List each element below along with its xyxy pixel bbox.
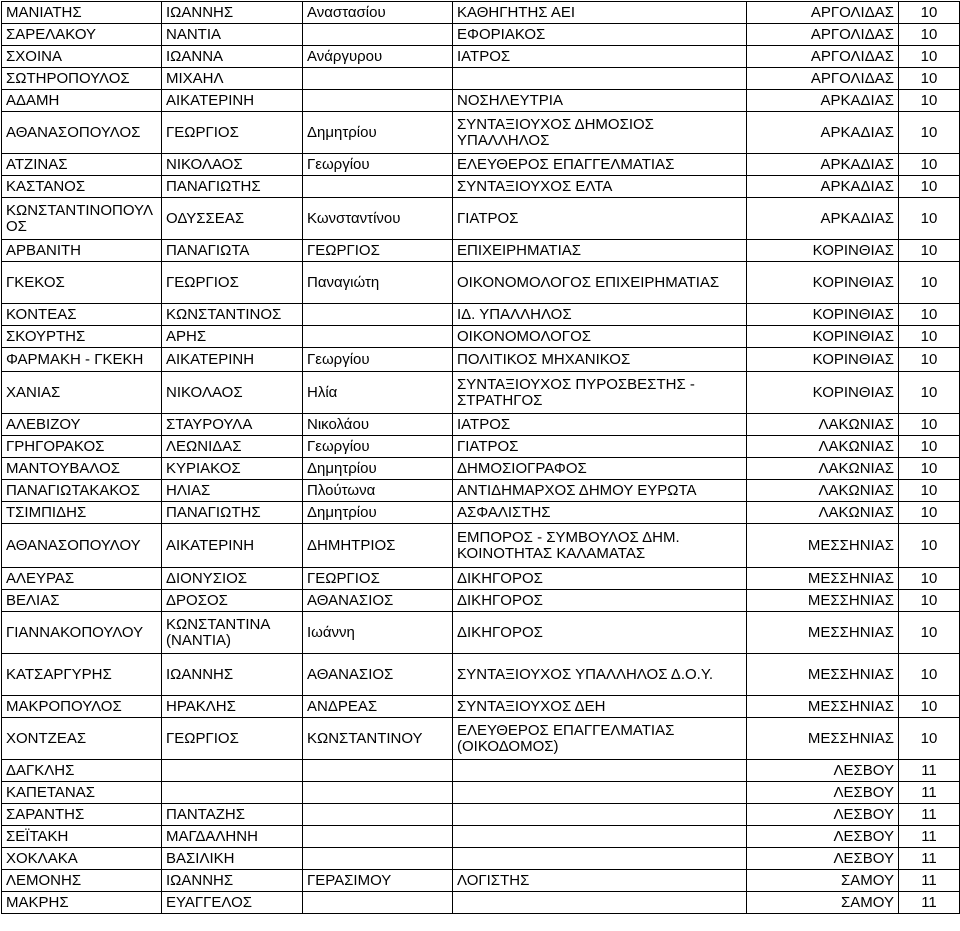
code-cell: 10 bbox=[899, 198, 960, 240]
profession-cell bbox=[453, 892, 747, 914]
surname-cell: ΛΕΜΟΝΗΣ bbox=[2, 870, 162, 892]
profession-cell: ΕΜΠΟΡΟΣ - ΣΥΜΒΟΥΛΟΣ ΔΗΜ. ΚΟΙΝΟΤΗΤΑΣ ΚΑΛΑΜΑΤΑΣ bbox=[453, 524, 747, 568]
surname-cell: ΣΑΡΑΝΤΗΣ bbox=[2, 804, 162, 826]
surname-cell: ΜΑΝΤΟΥΒΑΛΟΣ bbox=[2, 458, 162, 480]
profession-cell: ΑΝΤΙΔΗΜΑΡΧΟΣ ΔΗΜΟΥ ΕΥΡΩΤΑ bbox=[453, 480, 747, 502]
table-row bbox=[2, 524, 960, 568]
profession-cell: ΕΦΟΡΙΑΚΟΣ bbox=[453, 24, 747, 46]
table-row bbox=[2, 782, 960, 804]
code-cell: 10 bbox=[899, 24, 960, 46]
profession-cell: ΕΛΕΥΘΕΡΟΣ ΕΠΑΓΓΕΛΜΑΤΙΑΣ bbox=[453, 154, 747, 176]
code-cell: 10 bbox=[899, 2, 960, 24]
profession-cell: ΣΥΝΤΑΞΙΟΥΧΟΣ ΔΕΗ bbox=[453, 696, 747, 718]
code-cell: 10 bbox=[899, 46, 960, 68]
table-row bbox=[2, 870, 960, 892]
region-cell: ΜΕΣΣΗΝΙΑΣ bbox=[747, 590, 899, 612]
surname-cell: ΤΣΙΜΠΙΔΗΣ bbox=[2, 502, 162, 524]
profession-cell: ΔΙΚΗΓΟΡΟΣ bbox=[453, 590, 747, 612]
surname-cell: ΣΕΪΤΑΚΗ bbox=[2, 826, 162, 848]
region-cell: ΑΡΚΑΔΙΑΣ bbox=[747, 90, 899, 112]
surname-cell: ΑΡΒΑΝΙΤΗ bbox=[2, 240, 162, 262]
first-name-cell: ΝΑΝΤΙΑ bbox=[162, 24, 303, 46]
fathers-name-cell: ΔΗΜΗΤΡΙΟΣ bbox=[303, 524, 453, 568]
code-cell: 10 bbox=[899, 112, 960, 154]
table-row bbox=[2, 892, 960, 914]
code-cell: 10 bbox=[899, 304, 960, 326]
profession-cell: ΕΠΙΧΕΙΡΗΜΑΤΙΑΣ bbox=[453, 240, 747, 262]
fathers-name-cell bbox=[303, 304, 453, 326]
first-name-cell: ΗΡΑΚΛΗΣ bbox=[162, 696, 303, 718]
profession-cell: ΣΥΝΤΑΞΙΟΥΧΟΣ ΥΠΑΛΛΗΛΟΣ Δ.Ο.Υ. bbox=[453, 654, 747, 696]
surname-cell: ΧΑΝΙΑΣ bbox=[2, 372, 162, 414]
fathers-name-cell bbox=[303, 24, 453, 46]
region-cell: ΛΕΣΒΟΥ bbox=[747, 782, 899, 804]
region-cell: ΜΕΣΣΗΝΙΑΣ bbox=[747, 696, 899, 718]
fathers-name-cell bbox=[303, 892, 453, 914]
code-cell: 10 bbox=[899, 68, 960, 90]
table-row bbox=[2, 326, 960, 348]
first-name-cell: ΚΩΝΣΤΑΝΤΙΝΑ (ΝΑΝΤΙΑ) bbox=[162, 612, 303, 654]
first-name-cell: ΔΙΟΝΥΣΙΟΣ bbox=[162, 568, 303, 590]
code-cell: 10 bbox=[899, 372, 960, 414]
surname-cell: ΧΟΝΤΖΕΑΣ bbox=[2, 718, 162, 760]
code-cell: 10 bbox=[899, 348, 960, 372]
table-body bbox=[2, 2, 960, 914]
surname-cell: ΜΑΚΡΗΣ bbox=[2, 892, 162, 914]
profession-cell: ΙΔ. ΥΠΑΛΛΗΛΟΣ bbox=[453, 304, 747, 326]
fathers-name-cell: Ιωάννη bbox=[303, 612, 453, 654]
profession-cell: ΓΙΑΤΡΟΣ bbox=[453, 436, 747, 458]
table-row bbox=[2, 760, 960, 782]
table-row bbox=[2, 612, 960, 654]
region-cell: ΛΕΣΒΟΥ bbox=[747, 848, 899, 870]
region-cell: ΑΡΚΑΔΙΑΣ bbox=[747, 154, 899, 176]
fathers-name-cell: ΑΘΑΝΑΣΙΟΣ bbox=[303, 654, 453, 696]
code-cell: 11 bbox=[899, 782, 960, 804]
first-name-cell: ΙΩΑΝΝΗΣ bbox=[162, 2, 303, 24]
table-row bbox=[2, 154, 960, 176]
fathers-name-cell bbox=[303, 782, 453, 804]
region-cell: ΛΕΣΒΟΥ bbox=[747, 826, 899, 848]
first-name-cell: ΟΔΥΣΣΕΑΣ bbox=[162, 198, 303, 240]
region-cell: ΚΟΡΙΝΘΙΑΣ bbox=[747, 348, 899, 372]
fathers-name-cell bbox=[303, 804, 453, 826]
code-cell: 10 bbox=[899, 654, 960, 696]
fathers-name-cell: ΑΘΑΝΑΣΙΟΣ bbox=[303, 590, 453, 612]
table-row bbox=[2, 198, 960, 240]
fathers-name-cell: Δημητρίου bbox=[303, 502, 453, 524]
table-row bbox=[2, 696, 960, 718]
region-cell: ΑΡΚΑΔΙΑΣ bbox=[747, 112, 899, 154]
first-name-cell bbox=[162, 760, 303, 782]
surname-cell: ΔΑΓΚΛΗΣ bbox=[2, 760, 162, 782]
code-cell: 10 bbox=[899, 240, 960, 262]
surname-cell: ΒΕΛΙΑΣ bbox=[2, 590, 162, 612]
first-name-cell: ΙΩΑΝΝΑ bbox=[162, 46, 303, 68]
profession-cell bbox=[453, 826, 747, 848]
code-cell: 11 bbox=[899, 760, 960, 782]
first-name-cell: ΓΕΩΡΓΙΟΣ bbox=[162, 718, 303, 760]
code-cell: 10 bbox=[899, 590, 960, 612]
candidates-table bbox=[1, 1, 960, 914]
surname-cell: ΜΑΝΙΑΤΗΣ bbox=[2, 2, 162, 24]
surname-cell: ΑΔΑΜΗ bbox=[2, 90, 162, 112]
table-row bbox=[2, 590, 960, 612]
code-cell: 11 bbox=[899, 870, 960, 892]
profession-cell: ΚΑΘΗΓΗΤΗΣ ΑΕΙ bbox=[453, 2, 747, 24]
code-cell: 10 bbox=[899, 326, 960, 348]
region-cell: ΜΕΣΣΗΝΙΑΣ bbox=[747, 568, 899, 590]
profession-cell: ΔΙΚΗΓΟΡΟΣ bbox=[453, 568, 747, 590]
first-name-cell: ΒΑΣΙΛΙΚΗ bbox=[162, 848, 303, 870]
region-cell: ΛΑΚΩΝΙΑΣ bbox=[747, 414, 899, 436]
fathers-name-cell bbox=[303, 176, 453, 198]
region-cell: ΣΑΜΟΥ bbox=[747, 870, 899, 892]
table-row bbox=[2, 502, 960, 524]
first-name-cell bbox=[162, 782, 303, 804]
code-cell: 10 bbox=[899, 612, 960, 654]
code-cell: 10 bbox=[899, 502, 960, 524]
first-name-cell: ΙΩΑΝΝΗΣ bbox=[162, 654, 303, 696]
region-cell: ΑΡΓΟΛΙΔΑΣ bbox=[747, 24, 899, 46]
first-name-cell: ΙΩΑΝΝΗΣ bbox=[162, 870, 303, 892]
code-cell: 10 bbox=[899, 480, 960, 502]
code-cell: 10 bbox=[899, 718, 960, 760]
fathers-name-cell: Κωνσταντίνου bbox=[303, 198, 453, 240]
first-name-cell: ΠΑΝΤΑΖΗΣ bbox=[162, 804, 303, 826]
table-row bbox=[2, 826, 960, 848]
code-cell: 11 bbox=[899, 804, 960, 826]
surname-cell: ΑΤΖΙΝΑΣ bbox=[2, 154, 162, 176]
code-cell: 11 bbox=[899, 826, 960, 848]
surname-cell: ΣΩΤΗΡΟΠΟΥΛΟΣ bbox=[2, 68, 162, 90]
first-name-cell: ΑΙΚΑΤΕΡΙΝΗ bbox=[162, 348, 303, 372]
fathers-name-cell bbox=[303, 826, 453, 848]
fathers-name-cell: Δημητρίου bbox=[303, 458, 453, 480]
region-cell: ΑΡΚΑΔΙΑΣ bbox=[747, 198, 899, 240]
region-cell: ΣΑΜΟΥ bbox=[747, 892, 899, 914]
surname-cell: ΚΩΝΣΤΑΝΤΙΝΟΠΟΥΛΟΣ bbox=[2, 198, 162, 240]
surname-cell: ΑΘΑΝΑΣΟΠΟΥΛΟΥ bbox=[2, 524, 162, 568]
table-row bbox=[2, 90, 960, 112]
surname-cell: ΜΑΚΡΟΠΟΥΛΟΣ bbox=[2, 696, 162, 718]
profession-cell: ΕΛΕΥΘΕΡΟΣ ΕΠΑΓΓΕΛΜΑΤΙΑΣ (ΟΙΚΟΔΟΜΟΣ) bbox=[453, 718, 747, 760]
first-name-cell: ΓΕΩΡΓΙΟΣ bbox=[162, 262, 303, 304]
surname-cell: ΦΑΡΜΑΚΗ - ΓΚΕΚΗ bbox=[2, 348, 162, 372]
fathers-name-cell: Ανάργυρου bbox=[303, 46, 453, 68]
table-row bbox=[2, 2, 960, 24]
table-row bbox=[2, 414, 960, 436]
profession-cell: ΛΟΓΙΣΤΗΣ bbox=[453, 870, 747, 892]
profession-cell: ΟΙΚΟΝΟΜΟΛΟΓΟΣ bbox=[453, 326, 747, 348]
code-cell: 10 bbox=[899, 696, 960, 718]
code-cell: 10 bbox=[899, 90, 960, 112]
region-cell: ΛΕΣΒΟΥ bbox=[747, 804, 899, 826]
profession-cell bbox=[453, 804, 747, 826]
table-row bbox=[2, 372, 960, 414]
table-row bbox=[2, 24, 960, 46]
surname-cell: ΚΟΝΤΕΑΣ bbox=[2, 304, 162, 326]
surname-cell: ΑΘΑΝΑΣΟΠΟΥΛΟΣ bbox=[2, 112, 162, 154]
table-row bbox=[2, 304, 960, 326]
region-cell: ΚΟΡΙΝΘΙΑΣ bbox=[747, 240, 899, 262]
table-row bbox=[2, 436, 960, 458]
fathers-name-cell: ΓΕΩΡΓΙΟΣ bbox=[303, 568, 453, 590]
table-row bbox=[2, 46, 960, 68]
table-row bbox=[2, 240, 960, 262]
fathers-name-cell: Νικολάου bbox=[303, 414, 453, 436]
table-row bbox=[2, 458, 960, 480]
table-row bbox=[2, 480, 960, 502]
profession-cell: ΠΟΛΙΤΙΚΟΣ ΜΗΧΑΝΙΚΟΣ bbox=[453, 348, 747, 372]
surname-cell: ΠΑΝΑΓΙΩΤΑΚΑΚΟΣ bbox=[2, 480, 162, 502]
first-name-cell: ΑΡΗΣ bbox=[162, 326, 303, 348]
first-name-cell: ΛΕΩΝΙΔΑΣ bbox=[162, 436, 303, 458]
fathers-name-cell: Γεωργίου bbox=[303, 436, 453, 458]
profession-cell bbox=[453, 68, 747, 90]
region-cell: ΚΟΡΙΝΘΙΑΣ bbox=[747, 304, 899, 326]
profession-cell: ΣΥΝΤΑΞΙΟΥΧΟΣ ΠΥΡΟΣΒΕΣΤΗΣ - ΣΤΡΑΤΗΓΟΣ bbox=[453, 372, 747, 414]
profession-cell bbox=[453, 782, 747, 804]
code-cell: 10 bbox=[899, 414, 960, 436]
surname-cell: ΣΚΟΥΡΤΗΣ bbox=[2, 326, 162, 348]
surname-cell: ΓΚΕΚΟΣ bbox=[2, 262, 162, 304]
surname-cell: ΚΑΣΤΑΝΟΣ bbox=[2, 176, 162, 198]
profession-cell: ΣΥΝΤΑΞΙΟΥΧΟΣ ΔΗΜΟΣΙΟΣ ΥΠΑΛΛΗΛΟΣ bbox=[453, 112, 747, 154]
first-name-cell: ΚΩΝΣΤΑΝΤΙΝΟΣ bbox=[162, 304, 303, 326]
region-cell: ΚΟΡΙΝΘΙΑΣ bbox=[747, 262, 899, 304]
surname-cell: ΧΟΚΛΑΚΑ bbox=[2, 848, 162, 870]
region-cell: ΛΑΚΩΝΙΑΣ bbox=[747, 502, 899, 524]
fathers-name-cell: Παναγιώτη bbox=[303, 262, 453, 304]
fathers-name-cell bbox=[303, 68, 453, 90]
code-cell: 10 bbox=[899, 154, 960, 176]
region-cell: ΑΡΚΑΔΙΑΣ bbox=[747, 176, 899, 198]
profession-cell: ΔΙΚΗΓΟΡΟΣ bbox=[453, 612, 747, 654]
region-cell: ΛΕΣΒΟΥ bbox=[747, 760, 899, 782]
code-cell: 11 bbox=[899, 892, 960, 914]
fathers-name-cell bbox=[303, 848, 453, 870]
first-name-cell: ΔΡΟΣΟΣ bbox=[162, 590, 303, 612]
code-cell: 10 bbox=[899, 176, 960, 198]
first-name-cell: ΓΕΩΡΓΙΟΣ bbox=[162, 112, 303, 154]
profession-cell bbox=[453, 760, 747, 782]
table-row bbox=[2, 112, 960, 154]
region-cell: ΛΑΚΩΝΙΑΣ bbox=[747, 480, 899, 502]
fathers-name-cell: ΑΝΔΡΕΑΣ bbox=[303, 696, 453, 718]
region-cell: ΛΑΚΩΝΙΑΣ bbox=[747, 436, 899, 458]
table-row bbox=[2, 804, 960, 826]
fathers-name-cell: Δημητρίου bbox=[303, 112, 453, 154]
code-cell: 10 bbox=[899, 436, 960, 458]
surname-cell: ΑΛΕΥΡΑΣ bbox=[2, 568, 162, 590]
profession-cell: ΣΥΝΤΑΞΙΟΥΧΟΣ ΕΛΤΑ bbox=[453, 176, 747, 198]
surname-cell: ΣΑΡΕΛΑΚΟΥ bbox=[2, 24, 162, 46]
first-name-cell: ΠΑΝΑΓΙΩΤΑ bbox=[162, 240, 303, 262]
profession-cell: ΙΑΤΡΟΣ bbox=[453, 414, 747, 436]
region-cell: ΜΕΣΣΗΝΙΑΣ bbox=[747, 654, 899, 696]
first-name-cell: ΝΙΚΟΛΑΟΣ bbox=[162, 372, 303, 414]
profession-cell bbox=[453, 848, 747, 870]
first-name-cell: ΝΙΚΟΛΑΟΣ bbox=[162, 154, 303, 176]
fathers-name-cell bbox=[303, 326, 453, 348]
profession-cell: ΟΙΚΟΝΟΜΟΛΟΓΟΣ ΕΠΙΧΕΙΡΗΜΑΤΙΑΣ bbox=[453, 262, 747, 304]
first-name-cell: ΚΥΡΙΑΚΟΣ bbox=[162, 458, 303, 480]
profession-cell: ΝΟΣΗΛΕΥΤΡΙΑ bbox=[453, 90, 747, 112]
code-cell: 10 bbox=[899, 524, 960, 568]
first-name-cell: ΑΙΚΑΤΕΡΙΝΗ bbox=[162, 524, 303, 568]
region-cell: ΛΑΚΩΝΙΑΣ bbox=[747, 458, 899, 480]
first-name-cell: ΜΑΓΔΑΛΗΝΗ bbox=[162, 826, 303, 848]
region-cell: ΑΡΓΟΛΙΔΑΣ bbox=[747, 68, 899, 90]
surname-cell: ΣΧΟΙΝΑ bbox=[2, 46, 162, 68]
first-name-cell: ΕΥΑΓΓΕΛΟΣ bbox=[162, 892, 303, 914]
fathers-name-cell: Αναστασίου bbox=[303, 2, 453, 24]
table-row bbox=[2, 848, 960, 870]
fathers-name-cell: ΚΩΝΣΤΑΝΤΙΝΟΥ bbox=[303, 718, 453, 760]
fathers-name-cell bbox=[303, 90, 453, 112]
region-cell: ΜΕΣΣΗΝΙΑΣ bbox=[747, 612, 899, 654]
fathers-name-cell: ΓΕΩΡΓΙΟΣ bbox=[303, 240, 453, 262]
surname-cell: ΑΛΕΒΙΖΟΥ bbox=[2, 414, 162, 436]
table-row bbox=[2, 68, 960, 90]
fathers-name-cell: Πλούτωνα bbox=[303, 480, 453, 502]
first-name-cell: ΜΙΧΑΗΛ bbox=[162, 68, 303, 90]
region-cell: ΚΟΡΙΝΘΙΑΣ bbox=[747, 326, 899, 348]
first-name-cell: ΑΙΚΑΤΕΡΙΝΗ bbox=[162, 90, 303, 112]
fathers-name-cell: Γεωργίου bbox=[303, 348, 453, 372]
fathers-name-cell: Γεωργίου bbox=[303, 154, 453, 176]
profession-cell: ΑΣΦΑΛΙΣΤΗΣ bbox=[453, 502, 747, 524]
surname-cell: ΚΑΠΕΤΑΝΑΣ bbox=[2, 782, 162, 804]
profession-cell: ΔΗΜΟΣΙΟΓΡΑΦΟΣ bbox=[453, 458, 747, 480]
first-name-cell: ΣΤΑΥΡΟΥΛΑ bbox=[162, 414, 303, 436]
fathers-name-cell: Ηλία bbox=[303, 372, 453, 414]
first-name-cell: ΠΑΝΑΓΙΩΤΗΣ bbox=[162, 176, 303, 198]
table-row bbox=[2, 718, 960, 760]
fathers-name-cell bbox=[303, 760, 453, 782]
table-row bbox=[2, 568, 960, 590]
region-cell: ΑΡΓΟΛΙΔΑΣ bbox=[747, 2, 899, 24]
first-name-cell: ΗΛΙΑΣ bbox=[162, 480, 303, 502]
region-cell: ΚΟΡΙΝΘΙΑΣ bbox=[747, 372, 899, 414]
region-cell: ΜΕΣΣΗΝΙΑΣ bbox=[747, 718, 899, 760]
fathers-name-cell: ΓΕΡΑΣΙΜΟΥ bbox=[303, 870, 453, 892]
code-cell: 10 bbox=[899, 458, 960, 480]
code-cell: 10 bbox=[899, 568, 960, 590]
code-cell: 11 bbox=[899, 848, 960, 870]
table-row bbox=[2, 348, 960, 372]
table-row bbox=[2, 176, 960, 198]
profession-cell: ΙΑΤΡΟΣ bbox=[453, 46, 747, 68]
region-cell: ΜΕΣΣΗΝΙΑΣ bbox=[747, 524, 899, 568]
first-name-cell: ΠΑΝΑΓΙΩΤΗΣ bbox=[162, 502, 303, 524]
table-row bbox=[2, 262, 960, 304]
code-cell: 10 bbox=[899, 262, 960, 304]
table-row bbox=[2, 654, 960, 696]
surname-cell: ΚΑΤΣΑΡΓΥΡΗΣ bbox=[2, 654, 162, 696]
profession-cell: ΓΙΑΤΡΟΣ bbox=[453, 198, 747, 240]
surname-cell: ΓΙΑΝΝΑΚΟΠΟΥΛΟΥ bbox=[2, 612, 162, 654]
surname-cell: ΓΡΗΓΟΡΑΚΟΣ bbox=[2, 436, 162, 458]
region-cell: ΑΡΓΟΛΙΔΑΣ bbox=[747, 46, 899, 68]
